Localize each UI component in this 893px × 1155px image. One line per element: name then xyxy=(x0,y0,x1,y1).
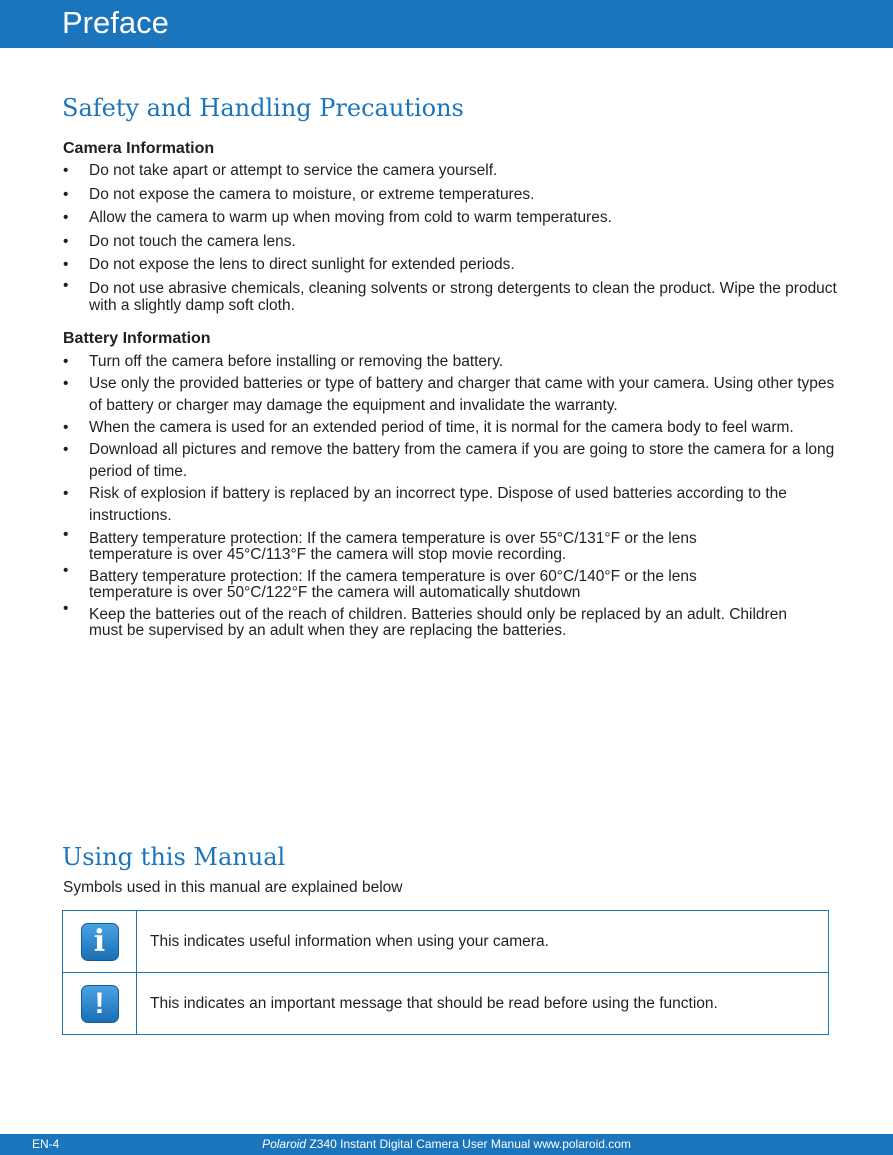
page-number: EN-4 xyxy=(32,1137,60,1151)
warning-icon: ! xyxy=(81,985,119,1023)
footer-caption xyxy=(0,1137,893,1151)
list-item: • Download all pictures and remove the battery from the camera if you are going to store the camera for a long period of time. xyxy=(63,439,848,483)
list-item: • Turn off the camera before installing or removing the battery. xyxy=(63,350,848,373)
list-item: • Do not take apart or attempt to service the camera yourself. xyxy=(63,159,843,183)
symbol-description: This indicates useful information when using your camera. xyxy=(137,911,829,973)
table-row xyxy=(63,911,829,973)
symbol-icon-cell xyxy=(63,911,137,973)
symbol-icon-cell xyxy=(63,973,137,1035)
info-icon: i xyxy=(81,923,119,961)
footer-brand: Polaroid xyxy=(262,1137,307,1151)
table-row xyxy=(63,973,829,1035)
battery-info-heading: Battery Information xyxy=(63,330,211,347)
camera-info-heading: Camera Information xyxy=(63,140,215,157)
list-item: • Do not use abrasive chemicals, cleaning solvents or strong detergents to clean the product. Wipe the product with a slightly damp soft cloth. xyxy=(63,277,843,314)
battery-info-list xyxy=(63,350,848,639)
list-item: • Risk of explosion if battery is replaced by an incorrect type. Dispose of used batteries according to the instructions. xyxy=(63,483,848,527)
list-item: • Do not expose the lens to direct sunlight for extended periods. xyxy=(63,253,843,277)
symbols-table xyxy=(62,910,829,1035)
list-item: • Do not touch the camera lens. xyxy=(63,230,843,254)
footer-bar xyxy=(0,1134,893,1155)
page-title: Preface xyxy=(62,5,169,40)
list-item: • Battery temperature protection: If the camera temperature is over 60°C/140°F or the lens temperature is over 50°C/122°F the camera will automatically shutdown xyxy=(63,563,848,601)
safety-section-title: Safety and Handling Precautions xyxy=(62,94,464,122)
camera-info-list xyxy=(63,159,843,314)
list-item: • Keep the batteries out of the reach of children. Batteries should only be replaced by an adult. Children must be supervised by an adult when they are replacing the batteries. xyxy=(63,601,848,639)
symbol-description: This indicates an important message that should be read before using the function. xyxy=(137,973,829,1035)
list-item: • Battery temperature protection: If the camera temperature is over 55°C/131°F or the lens temperature is over 45°C/113°F the camera will stop movie recording. xyxy=(63,527,848,563)
list-item: • When the camera is used for an extended period of time, it is normal for the camera body to feel warm. xyxy=(63,417,848,439)
list-item: • Allow the camera to warm up when moving from cold to warm temperatures. xyxy=(63,206,843,230)
manual-intro: Symbols used in this manual are explained below xyxy=(63,879,403,896)
list-item: • Do not expose the camera to moisture, or extreme temperatures. xyxy=(63,183,843,207)
footer-text: Z340 Instant Digital Camera User Manual www.polaroid.com xyxy=(306,1137,631,1151)
header-bar xyxy=(0,0,893,48)
list-item: • Use only the provided batteries or type of battery and charger that came with your camera. Using other types of battery or charger may damage the equipment and invalidate the warranty. xyxy=(63,373,848,417)
manual-section-title: Using this Manual xyxy=(62,843,286,871)
